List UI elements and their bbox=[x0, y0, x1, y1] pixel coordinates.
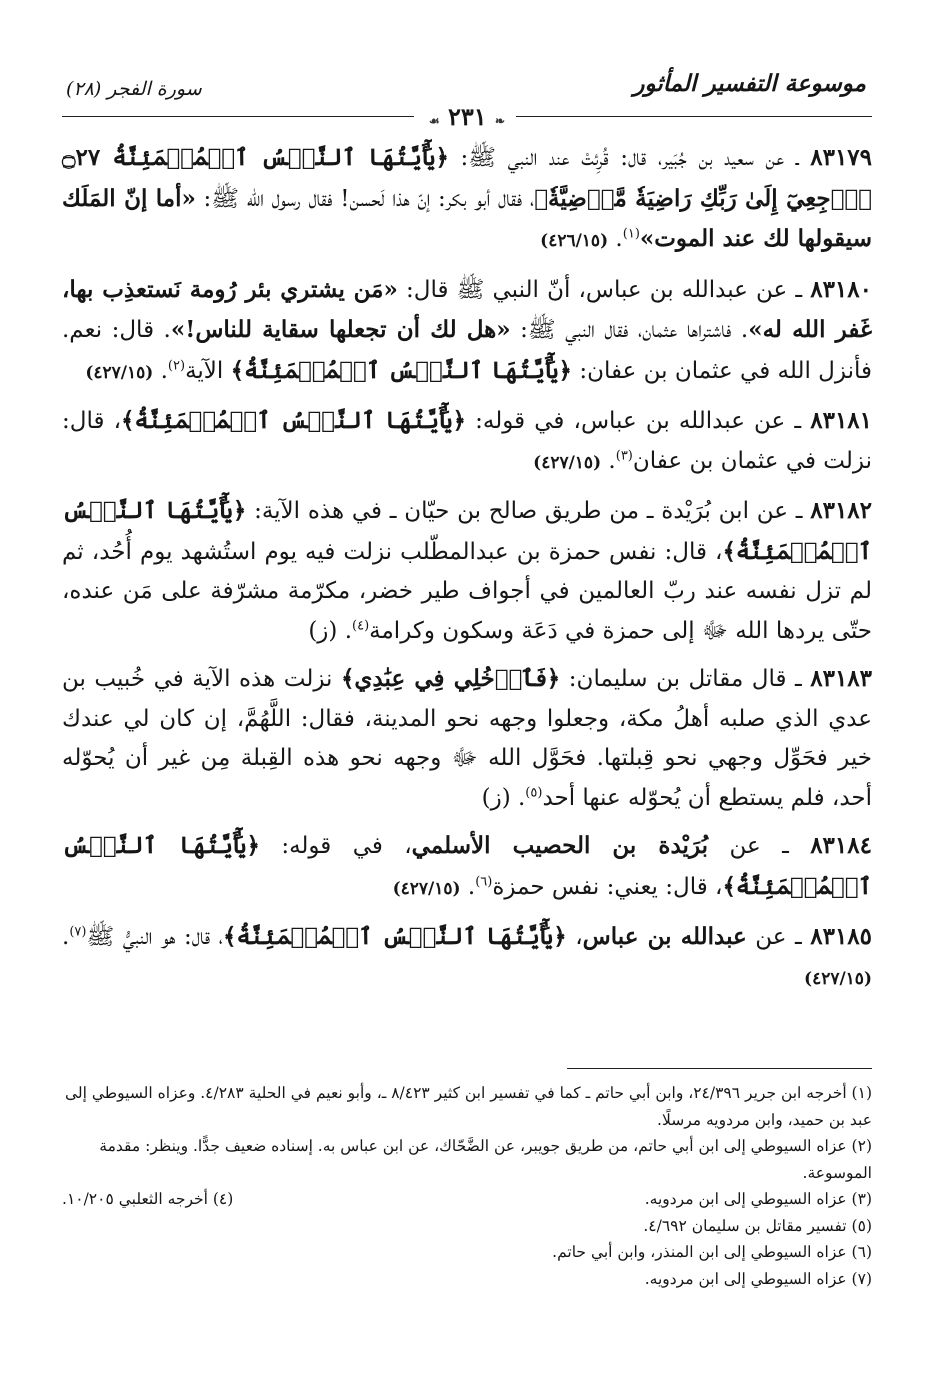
footnote-marker: (٦) bbox=[475, 873, 493, 889]
entry-text: ـ عن عبدالله بن عباس، أنّ النبي ﷺ قال: bbox=[397, 276, 811, 303]
entry-text: ـ قال مقاتل بن سليمان: bbox=[560, 666, 811, 692]
entry-number: ٨٣١٨٤ bbox=[810, 832, 872, 859]
narration-entry bbox=[62, 826, 872, 909]
entry-text: ـ عن سعيد بن جُبَير، قال: قُرِئتْ عند النبي ﷺ: bbox=[448, 145, 811, 171]
entry-text: ، قال: نزلت في عثمان بن عفان bbox=[62, 408, 872, 474]
volume-reference: (٤٢٧/١٥) bbox=[804, 968, 872, 989]
narration-entry bbox=[62, 917, 872, 999]
narrator-name: عبدالله بن عباس bbox=[582, 923, 747, 950]
entry-text: ، فقال أبو بكر: إنّ هذا لَحسن! فقال رسول الله ﷺ: bbox=[195, 185, 535, 212]
book-title: موسوعة التفسير المأثور bbox=[633, 70, 866, 97]
narration-entry bbox=[62, 491, 872, 651]
entry-text: . bbox=[601, 447, 616, 474]
entry-text: . bbox=[608, 226, 623, 252]
document-page bbox=[62, 60, 873, 1288]
entry-text: . فاشتراها عثمان، فقال النبي ﷺ: bbox=[510, 317, 749, 343]
narrator-name: بُرَيْدة بن الحصيب الأسلمي bbox=[411, 832, 709, 859]
quran-quote: ﴿يَٰٓأَيَّتُهَا ٱلنَّفۡسُ ٱلۡمُطۡمَئِنَّةُ ۝٢٧ ٱرۡجِعِيٓ إِلَىٰ رَبِّكِ رَاضِيَةٗ مَّرۡضِيَّةٗ﴾ bbox=[62, 144, 872, 212]
volume-reference: (٤٢٧/١٥) bbox=[533, 452, 602, 473]
entry-text: ، bbox=[566, 924, 583, 950]
quran-quote: ﴿يَٰٓأَيَّتُهَا ٱلنَّفۡسُ ٱلۡمُطۡمَئِنَّةُ﴾ bbox=[230, 356, 573, 384]
footnote-marker: (١) bbox=[622, 226, 640, 242]
ornament-icon: ☙ bbox=[428, 114, 440, 128]
footnote-separator bbox=[567, 1068, 872, 1069]
entry-text: . bbox=[153, 357, 168, 384]
footnote: (٧) عزاه السيوطي إلى ابن مردويه. bbox=[644, 1269, 872, 1288]
footnote: (٥) تفسير مقاتل بن سليمان ٤/٦٩٢. bbox=[643, 1216, 872, 1235]
entry-number: ٨٣١٨١ bbox=[810, 407, 873, 434]
entry-text: . (ز) bbox=[481, 784, 526, 811]
quran-quote: ﴿يَٰٓأَيَّتُهَا ٱلنَّفۡسُ ٱلۡمُطۡمَئِنَّةُ﴾ bbox=[62, 497, 872, 565]
footnote-marker: (٥) bbox=[525, 784, 543, 800]
ornament-icon: ❧ bbox=[495, 114, 506, 128]
entry-text: ـ عن ابن بُرَيْدة ـ من طريق صالح بن حيّان ـ في هذه الآية: bbox=[246, 498, 811, 524]
footnote: (٤) أخرجه الثعلبي ١٠/٢٠٥. bbox=[62, 1190, 234, 1208]
header-rule-right bbox=[516, 116, 872, 117]
footnote: (٣) عزاه السيوطي إلى ابن مردويه. bbox=[644, 1190, 872, 1208]
quran-quote: ﴿فَٱدۡخُلِي فِي عِبَٰدِي﴾ bbox=[340, 665, 561, 692]
volume-reference: (٤٢٧/١٥) bbox=[85, 362, 154, 383]
quran-quote: ﴿يَٰٓأَيَّتُهَا ٱلنَّفۡسُ ٱلۡمُطۡمَئِنَّةُ﴾ bbox=[222, 923, 567, 950]
quran-quote: ﴿يَٰٓأَيَّتُهَا ٱلنَّفۡسُ ٱلۡمُطۡمَئِنَّةُ﴾ bbox=[62, 832, 872, 900]
header-rule-left bbox=[62, 116, 414, 117]
footnotes bbox=[62, 1080, 872, 1292]
footnote: (٢) عزاه السيوطي إلى ابن أبي حاتم، من طريق جويبر، عن الضَّحّاك، عن ابن عباس به. إسناده ضعيف جدًّا. وينظر: مقدمة الموسوعة. bbox=[99, 1137, 872, 1182]
entry-text: ، قال: هو النبيُّ ﷺ bbox=[86, 924, 223, 950]
footnote: (١) أخرجه ابن جرير ٢٤/٣٩٦، وابن أبي حاتم ـ كما في تفسير ابن كثير ٨/٤٢٣ ـ، وأبو نعيم في الحلية ٤/٢٨٣. وعزاه السيوطي إلى عبد بن حميد، وابن مردويه مرسلًا. bbox=[65, 1084, 872, 1129]
surah-title: سورة الفجر (٢٨) bbox=[66, 78, 202, 100]
entry-text: ـ عن bbox=[708, 833, 811, 859]
entry-text: ، قال: يعني: نفس حمزة bbox=[492, 873, 723, 900]
footnote: (٦) عزاه السيوطي إلى ابن المنذر، وابن أبي حاتم. bbox=[552, 1243, 872, 1261]
entry-number: ٨٣١٧٩ bbox=[810, 144, 873, 171]
quran-quote: ﴿يَٰٓأَيَّتُهَا ٱلنَّفۡسُ ٱلۡمُطۡمَئِنَّةُ﴾ bbox=[121, 407, 467, 434]
footnote-marker: (٧) bbox=[69, 924, 87, 940]
entry-text: الآية bbox=[185, 357, 231, 384]
entry-text: . قال: نعم. فأنزل الله في عثمان بن عفان: bbox=[62, 317, 872, 384]
entry-number: ٨٣١٨٣ bbox=[810, 665, 873, 692]
hadith-quote: «أما إنّ المَلَك سيقولها لك عند الموت» bbox=[62, 184, 872, 252]
header-rule bbox=[62, 102, 872, 131]
narrations bbox=[62, 138, 872, 1007]
footnote-marker: (٣) bbox=[615, 447, 633, 463]
footnote-marker: (٢) bbox=[167, 357, 186, 373]
page-number-text: ٢٣١ bbox=[448, 102, 487, 131]
entry-text: . bbox=[62, 924, 70, 950]
narration-entry bbox=[62, 401, 872, 483]
entry-number: ٨٣١٨٥ bbox=[810, 923, 873, 950]
entry-number: ٨٣١٨٢ bbox=[810, 497, 873, 524]
narration-entry bbox=[62, 138, 872, 262]
hadith-quote: «هل لك أن تجعلها سقاية للناس!» bbox=[170, 316, 511, 343]
entry-text: ـ عن عبدالله بن عباس، في قوله: bbox=[466, 408, 811, 434]
volume-reference: (٤٢٦/١٥) bbox=[540, 231, 609, 251]
entry-text: . bbox=[460, 873, 476, 900]
volume-reference: (٤٢٧/١٥) bbox=[392, 878, 461, 899]
footnote-row bbox=[62, 1186, 872, 1213]
entry-text: نزلت هذه الآية في خُبيب بن عدي الذي صلبه أهلُ مكة، وجعلوا وجهه نحو المدينة، فقال: اللَّهُمَّ، إن كان لي عندك خير فحَوِّل وجهي نحو قِبلتها. فحَوَّل الله ﷻ وجهه نحو هذه القِبلة مِن غير أن يُحوّله أحد، فلم يستطع أن يُحوّله عنها أحد bbox=[62, 666, 872, 811]
entry-text: . (ز) bbox=[308, 617, 353, 644]
entry-text: ، قال: نفس حمزة بن عبدالمطّلب نزلت فيه يوم استُشهد يوم أُحُد، ثم لم تزل نفسه عند ربّ العالمين في أجواف طير خضر، مكرّمة مشرّفة على مَن عنده، حتّى يردها الله ﷻ إلى حمزة في دَعَة وسكون وكرامة bbox=[62, 538, 872, 644]
entry-number: ٨٣١٨٠ bbox=[810, 275, 872, 303]
entry-text: ، في قوله: bbox=[259, 833, 412, 859]
page-header bbox=[62, 60, 872, 131]
hadith-quote: «مَن يشتري بئر رُومة نَستعذِب بها، غَفر الله له» bbox=[62, 275, 872, 343]
narration-entry bbox=[62, 659, 872, 818]
narration-entry bbox=[62, 270, 872, 394]
footnote-marker: (٤) bbox=[352, 617, 370, 633]
entry-text: ـ عن bbox=[746, 924, 811, 950]
page-number bbox=[412, 102, 522, 131]
